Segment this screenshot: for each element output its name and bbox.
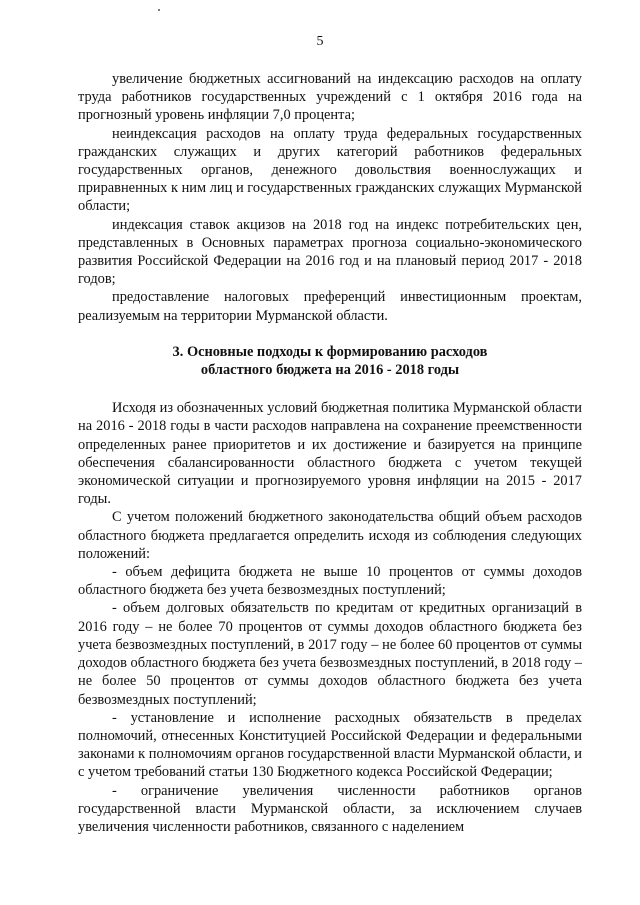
list-item-staff-limit: - ограничение увеличения численности работников органов государственной власти Мурманской области, за исключением случаев увеличения численности работников, связанного с наделением bbox=[78, 782, 582, 835]
section-heading-line-1: 3. Основные подходы к формированию расходов bbox=[172, 343, 488, 360]
page-content bbox=[78, 70, 582, 836]
paragraph-total-expenditure: С учетом положений бюджетного законодательства общий объем расходов областного бюджета предлагается определить исходя из соблюдения следующих положений: bbox=[78, 509, 582, 562]
list-item-expenditure-obligations: - установление и исполнение расходных обязательств в пределах полномочий, отнесенных Конституцией Российской Федерации и федеральными законами к полномочиям органов государственной власти Мурманской области, и с учетом требований статьи 130 Бюджетного кодекса Российской Федерации; bbox=[78, 709, 582, 781]
section-heading-line-2: областного бюджета на 2016 - 2018 годы bbox=[200, 362, 460, 379]
section-heading bbox=[78, 343, 582, 379]
paragraph-budget-policy: Исходя из обозначенных условий бюджетная политика Мурманской области на 2016 - 2018 годы в части расходов направлена на сохранение преемственности определенных ранее приоритетов и их достижение и базируется на принципе обеспечения сбалансированности областного бюджета с учетом текущей экономической ситуации и прогнозируемого уровня инфляции на 2015 - 2017 годы. bbox=[78, 400, 582, 508]
paragraph-tax-preferences: предоставление налоговых преференций инвестиционным проектам, реализуемым на территории Мурманской области. bbox=[78, 289, 582, 324]
paragraph-excise-indexation: индексация ставок акцизов на 2018 год на индекс потребительских цен, представленных в Основных параметрах прогноза социально-экономического развития Российской Федерации на 2016 год и на плановый период 2017 - 2018 годов; bbox=[78, 216, 582, 288]
paragraph-non-indexation: неиндексация расходов на оплату труда федеральных государственных гражданских служащих и других категорий работников федеральных государственных органов, денежного довольствия военнослужащих и приравненных к ним лиц и государственных гражданских служащих Мурманской области; bbox=[78, 125, 582, 215]
list-item-deficit: - объем дефицита бюджета не выше 10 процентов от суммы доходов областного бюджета без учета безвозмездных поступлений; bbox=[78, 564, 582, 599]
scan-speck bbox=[158, 9, 160, 11]
paragraph-salary-indexation: увеличение бюджетных ассигнований на индексацию расходов на оплату труда работников государственных учреждений с 1 октября 2016 года на прогнозный уровень инфляции 7,0 процента; bbox=[78, 71, 582, 124]
page-number: 5 bbox=[316, 34, 324, 49]
list-item-debt-obligations: - объем долговых обязательств по кредитам от кредитных организаций в 2016 году – не более 70 процентов от суммы доходов областного бюджета без учета безвозмездных поступлений, в 2017 году – не более 60 процентов от суммы доходов областного бюджета без учета безвозмездных поступлений, в 2018 году – не более 50 процентов от суммы доходов областного бюджета без учета безвозмездных поступлений; bbox=[78, 600, 582, 708]
